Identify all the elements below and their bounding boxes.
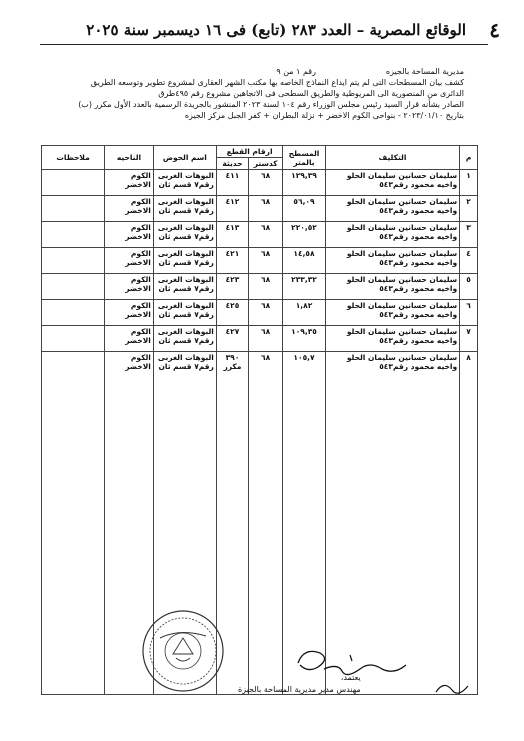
cell-owner: سليمان حسانين سليمان الحلو واخيه محمود رقم٥٤٣	[325, 326, 459, 352]
cell-district: الكوم الاخضر	[105, 326, 154, 352]
cell-notes	[42, 196, 105, 222]
cell-notes	[42, 222, 105, 248]
cell-map: ٦٨	[249, 352, 283, 695]
directorate-name: مديرية المساحة بالجيزه	[385, 67, 464, 76]
intro-line-3: الصادر بشأنه قرار السيد رئيس مجلس الوزراء رقم ١٠٤ لسنة ٢٠٢٣ المنشور بالجريدة الرسمية بالعدد الأول مكرر (ب)	[78, 100, 464, 109]
cell-m: ٧	[460, 326, 478, 352]
cell-notes	[42, 248, 105, 274]
header-area: المسطح بالمتر	[283, 146, 326, 170]
table-row	[42, 222, 478, 248]
page-count: رقم ١ من ٩	[276, 67, 316, 76]
cell-plot: ٤٢٣	[216, 274, 248, 300]
cell-m: ٤	[460, 248, 478, 274]
cell-plot: ٤٢٧	[216, 326, 248, 352]
page-number: ٤	[489, 18, 500, 42]
table-row	[42, 274, 478, 300]
cell-district: الكوم الاخضر	[105, 352, 154, 695]
cell-area: ١٠٥,٧	[283, 352, 326, 695]
cell-plot: ٤١٢	[216, 196, 248, 222]
cell-district: الكوم الاخضر	[105, 274, 154, 300]
cell-area: ٢٢٠,٥٢	[283, 222, 326, 248]
cell-basin: البوهات الغربى رقم٧ قسم ثان	[153, 352, 216, 695]
cell-map: ٦٨	[249, 274, 283, 300]
signatory-role: مهندس مدير مديرية المساحة بالجيزة	[238, 685, 361, 694]
header-m: م	[460, 146, 478, 170]
cell-district: الكوم الاخضر	[105, 222, 154, 248]
table-row	[42, 352, 478, 695]
cell-owner: سليمان حسانين سليمان الحلو واخيه محمود رقم٥٤٣	[325, 248, 459, 274]
cell-owner: سليمان حسانين سليمان الحلو واخيه محمود رقم٥٤٣	[325, 352, 459, 695]
cell-basin: البوهات الغربى رقم٧ قسم ثان	[153, 326, 216, 352]
cell-area: ١,٨٢	[283, 300, 326, 326]
cell-owner: سليمان حسانين سليمان الحلو واخيه محمود رقم٥٤٣	[325, 196, 459, 222]
table-header-row	[42, 146, 478, 158]
cell-basin: البوهات الغربى رقم٧ قسم ثان	[153, 274, 216, 300]
cell-notes	[42, 274, 105, 300]
intro-line-1: كشف بيان المسطحات التى لم يتم ايداع النماذج الخاصه بها مكتب الشهر العقارى لمشروع تطوير وتوسعه الطريق	[90, 78, 464, 87]
cell-basin: البوهات الغربى رقم٧ قسم ثان	[153, 300, 216, 326]
cell-notes	[42, 300, 105, 326]
gazette-title: الوقائع المصرية – العدد ٢٨٣ (تابع) فى ١٦ ديسمبر سنة ٢٠٢٥	[86, 21, 466, 39]
cell-basin: البوهات الغربى رقم٧ قسم ثان	[153, 196, 216, 222]
cell-map: ٦٨	[249, 196, 283, 222]
cell-area: ١٤,٥٨	[283, 248, 326, 274]
cell-plot: ٤١٣	[216, 222, 248, 248]
cell-m: ٥	[460, 274, 478, 300]
table-row	[42, 196, 478, 222]
table-row	[42, 300, 478, 326]
intro-text	[64, 66, 464, 121]
cell-map: ٦٨	[249, 248, 283, 274]
header-owner: التكليف	[325, 146, 459, 170]
cell-basin: البوهات الغربى رقم٧ قسم ثان	[153, 222, 216, 248]
cell-plot: ٤٢٥	[216, 300, 248, 326]
cell-m: ٨	[460, 352, 478, 695]
table-row	[42, 170, 478, 196]
cell-basin: البوهات الغربى رقم٧ قسم ثان	[153, 248, 216, 274]
header-plot-numbers: ارقام القطع	[216, 146, 282, 158]
cell-map: ٦٨	[249, 300, 283, 326]
cell-owner: سليمان حسانين سليمان الحلو واخيه محمود رقم٥٤٣	[325, 222, 459, 248]
cell-area: ١٢٩,٣٩	[283, 170, 326, 196]
signature-block	[238, 672, 361, 696]
header-divider	[40, 44, 488, 45]
cell-map: ٦٨	[249, 222, 283, 248]
cell-plot: ٤١١	[216, 170, 248, 196]
cell-area: ٥٦,٠٩	[283, 196, 326, 222]
cell-owner: سليمان حسانين سليمان الحلو واخيه محمود رقم٥٤٣	[325, 300, 459, 326]
cell-area: ٢٣٣,٣٢	[283, 274, 326, 300]
table-row	[42, 248, 478, 274]
cell-basin: البوهات الغربى رقم٧ قسم ثان	[153, 170, 216, 196]
cell-notes	[42, 352, 105, 695]
cell-map: ٦٨	[249, 170, 283, 196]
cell-m: ١	[460, 170, 478, 196]
initials-icon	[432, 676, 472, 700]
header-basin: اسم الحوض	[153, 146, 216, 170]
table-row	[42, 326, 478, 352]
header-map: كدستر	[249, 158, 283, 170]
cell-notes	[42, 170, 105, 196]
cell-district: الكوم الاخضر	[105, 248, 154, 274]
cell-map: ٦٨	[249, 326, 283, 352]
intro-line-2: الدائرى من المنصورية الى المريوطية والطريق السطحى فى الاتجاهين مشروع رقم ٤٩٥طرق	[158, 89, 464, 98]
cell-plot: ٤٢١	[216, 248, 248, 274]
header-plot: حديثة	[216, 158, 248, 170]
header-notes: ملاحظات	[42, 146, 105, 170]
official-seal-icon	[140, 608, 226, 694]
cell-m: ٣	[460, 222, 478, 248]
cell-owner: سليمان حسانين سليمان الحلو واخيه محمود رقم٥٤٣	[325, 274, 459, 300]
cell-owner: سليمان حسانين سليمان الحلو واخيه محمود رقم٥٤٣	[325, 170, 459, 196]
cell-m: ٢	[460, 196, 478, 222]
parcels-table	[41, 145, 478, 695]
intro-line-4: بتاريخ ٢٠٢٣/٠١/١٠ - بنواحى الكوم الاخضر + نزلة البطران + كفر الجبل مركز الجيزه	[184, 111, 464, 120]
cell-district: الكوم الاخضر	[105, 300, 154, 326]
cell-district: الكوم الاخضر	[105, 196, 154, 222]
cell-area: ١٠٩,٣٥	[283, 326, 326, 352]
approved-label: يعتمد،	[340, 673, 361, 682]
header-district: الناحيه	[105, 146, 154, 170]
page-header	[0, 18, 524, 44]
cell-m: ٦	[460, 300, 478, 326]
cell-notes	[42, 326, 105, 352]
cell-district: الكوم الاخضر	[105, 170, 154, 196]
cell-plot: ٣٩٠ مكرر	[216, 352, 248, 695]
intro-row-1	[64, 66, 464, 77]
